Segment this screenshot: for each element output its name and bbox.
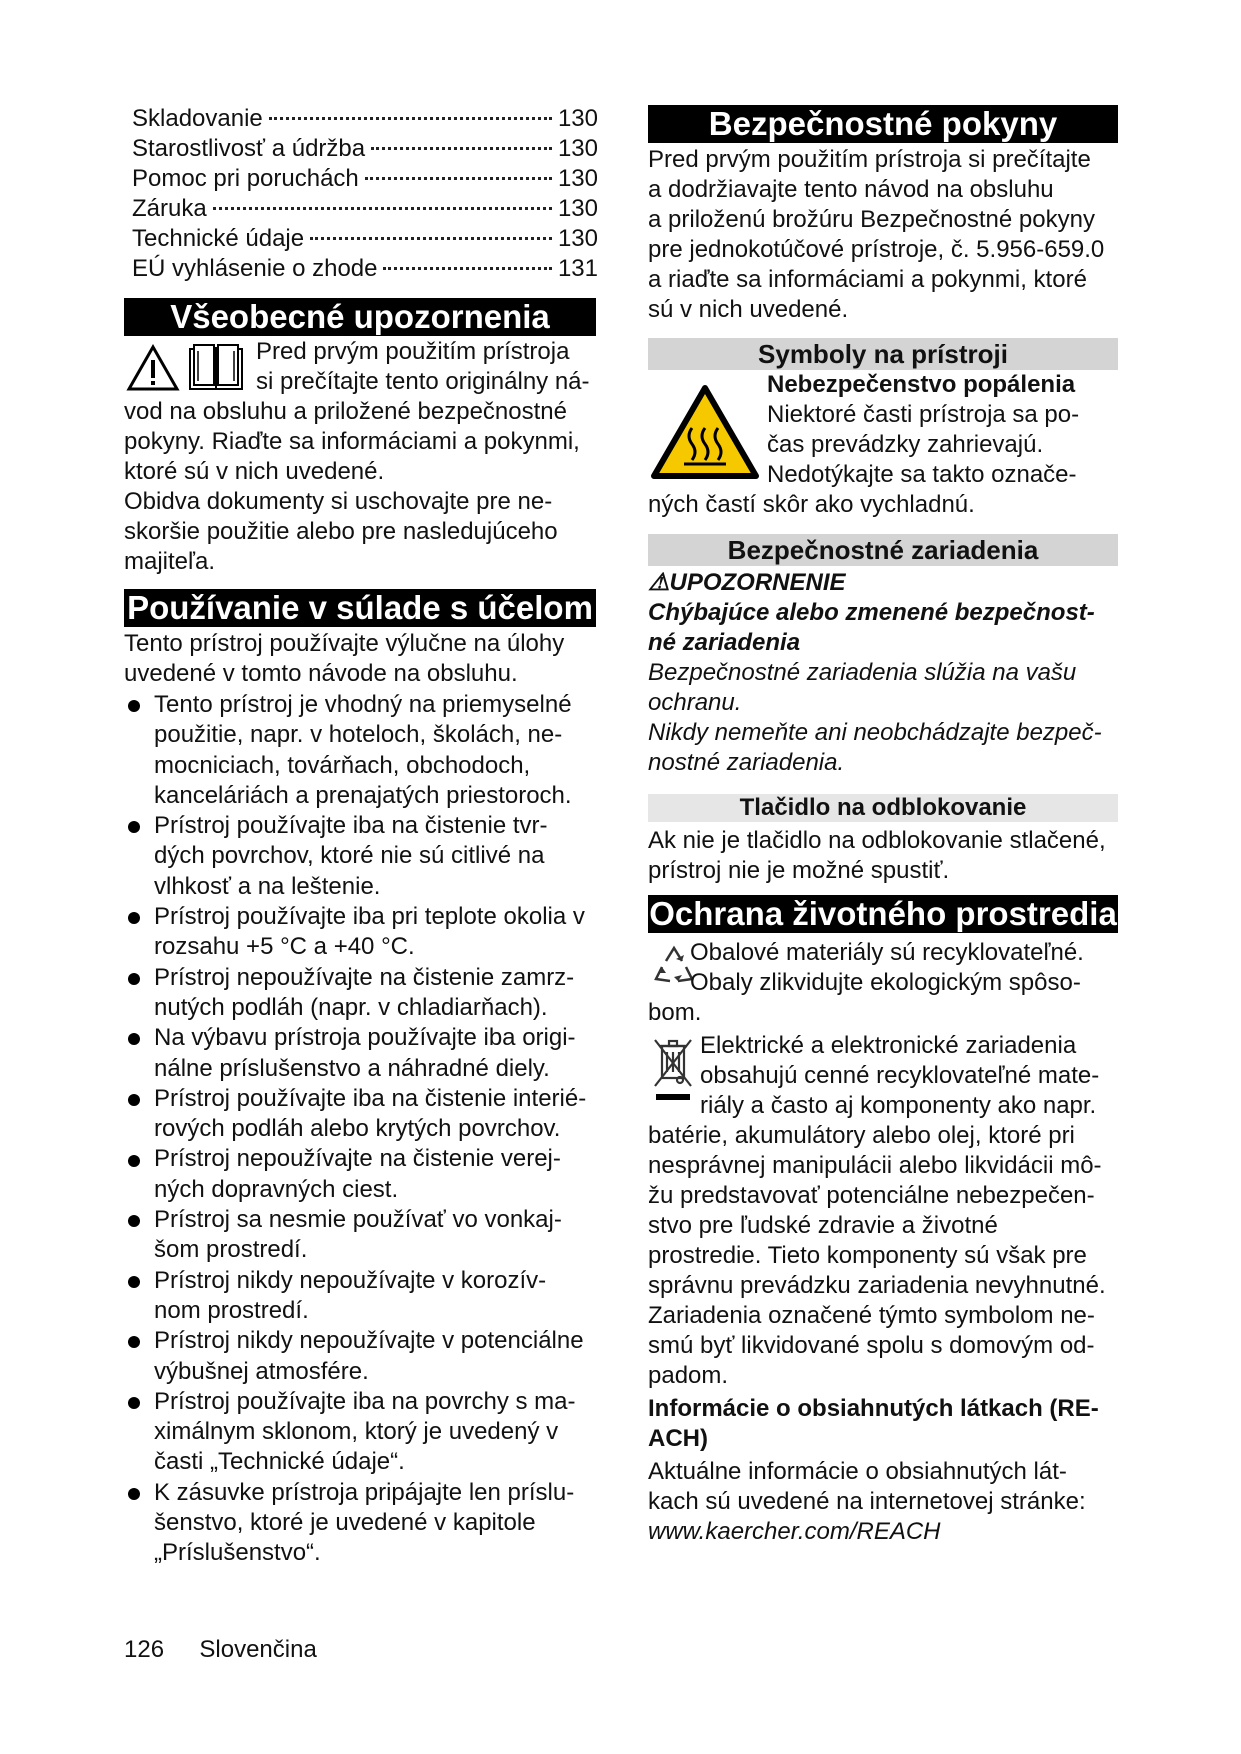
usage-intro: uvedené v tomto návode na obsluhu. bbox=[124, 660, 518, 687]
symbols-text: čas prevádzky zahrievajú. bbox=[767, 431, 1044, 458]
safety-text: sú v nich uvedené. bbox=[648, 296, 849, 323]
unlock-text: Ak nie je tlačidlo na odblokovanie stlačené, bbox=[648, 827, 1106, 854]
usage-bullet-text: použitie, napr. v hoteloch, školách, ne- bbox=[154, 721, 563, 748]
usage-bullet-text: Prístroj nepoužívajte na čistenie verej- bbox=[154, 1145, 561, 1172]
general-text: pokyny. Riaďte sa informáciami a pokynmi, bbox=[124, 428, 580, 455]
general-text: Obidva dokumenty si uschovajte pre ne- bbox=[124, 488, 553, 515]
usage-bullet-text: nutých podláh (napr. v chladiarňach). bbox=[154, 994, 548, 1021]
usage-bullet-text: ximálnym sklonom, ktorý je uvedený v bbox=[154, 1418, 559, 1445]
usage-bullet-text: výbušnej atmosfére. bbox=[154, 1358, 369, 1385]
devices-text: Bezpečnostné zariadenia slúžia na vašu bbox=[648, 659, 1077, 686]
weee-text: žu predstavovať potenciálne nebezpečen- bbox=[648, 1182, 1095, 1209]
safety-text: pre jednokotúčové prístroje, č. 5.956-659.0 bbox=[648, 236, 1105, 263]
usage-bullet-text: Na výbavu prístroja používajte iba origi- bbox=[154, 1024, 576, 1051]
recycle-text: bom. bbox=[648, 999, 702, 1026]
bullet-dot bbox=[128, 1155, 140, 1167]
section-title-unlock: Tlačidlo na odblokovanie bbox=[648, 794, 1118, 822]
weee-text: riály a často aj komponenty ako napr. bbox=[700, 1092, 1097, 1119]
bullet-dot bbox=[128, 1336, 140, 1348]
devices-text: ochranu. bbox=[648, 689, 742, 716]
bullet-dot bbox=[128, 1276, 140, 1288]
manual-book-icon bbox=[188, 343, 244, 393]
bullet-dot bbox=[128, 912, 140, 924]
usage-bullet-text: kanceláriách a prenajatých priestoroch. bbox=[154, 782, 572, 809]
symbols-text: ných častí skôr ako vychladnú. bbox=[648, 491, 975, 518]
usage-bullet-text: Prístroj používajte iba na čistenie interié- bbox=[154, 1085, 587, 1112]
symbols-text: Niektoré časti prístroja sa po- bbox=[767, 401, 1080, 428]
weee-text: smú byť likvidované spolu s domovým od- bbox=[648, 1332, 1095, 1359]
safety-text: a dodržiavajte tento návod na obsluhu bbox=[648, 176, 1054, 203]
devices-text: nostné zariadenia. bbox=[648, 749, 845, 776]
page-footer bbox=[124, 1636, 317, 1664]
reach-heading: ACH) bbox=[648, 1425, 708, 1452]
usage-bullet-text: Prístroj používajte iba na čistenie tvr- bbox=[154, 812, 548, 839]
weee-text: prostredie. Tieto komponenty sú však pre bbox=[648, 1242, 1087, 1269]
unlock-text: prístroj nie je možné spustiť. bbox=[648, 857, 950, 884]
devices-warning: ⚠UPOZORNENIE bbox=[648, 569, 846, 596]
usage-bullet-text: „Príslušenstvo“. bbox=[154, 1539, 321, 1566]
general-text: vod na obsluhu a priložené bezpečnostné bbox=[124, 398, 567, 425]
section-title-usage: Používanie v súlade s účelom bbox=[124, 589, 596, 627]
usage-bullet-text: vlhkosť a na leštenie. bbox=[154, 873, 381, 900]
bullet-dot bbox=[128, 821, 140, 833]
weee-text: Elektrické a elektronické zariadenia bbox=[700, 1032, 1077, 1059]
bullet-dot bbox=[128, 1094, 140, 1106]
toc-row[interactable]: Záruka 130 bbox=[132, 195, 598, 222]
safety-text: Pred prvým použitím prístroja si prečítajte bbox=[648, 146, 1091, 173]
safety-text: a riaďte sa informáciami a pokynmi, ktoré bbox=[648, 266, 1087, 293]
warning-small-icon: ⚠ bbox=[648, 569, 670, 596]
section-title-environment: Ochrana životného prostredia bbox=[649, 895, 1117, 932]
toc-row[interactable]: Starostlivosť a údržba 130 bbox=[132, 135, 598, 162]
usage-bullet-text: nálne príslušenstvo a náhradné diely. bbox=[154, 1055, 550, 1082]
usage-bullet-text: Prístroj sa nesmie používať vo vonkaj- bbox=[154, 1206, 562, 1233]
general-text: Pred prvým použitím prístroja bbox=[256, 338, 570, 365]
usage-bullet-text: Prístroj používajte iba na povrchy s ma- bbox=[154, 1388, 576, 1415]
bullet-dot bbox=[128, 1397, 140, 1409]
weee-text: Zariadenia označené týmto symbolom ne- bbox=[648, 1302, 1095, 1329]
weee-text: batérie, akumulátory alebo olej, ktoré pri bbox=[648, 1122, 1075, 1149]
usage-bullet-text: šenstvo, ktoré je uvedené v kapitole bbox=[154, 1509, 536, 1536]
section-title-general: Všeobecné upozornenia bbox=[124, 298, 596, 336]
warning-icon bbox=[126, 344, 180, 392]
toc-row[interactable]: Skladovanie 130 bbox=[132, 105, 598, 132]
recycle-text: Obalové materiály sú recyklovateľné. bbox=[690, 939, 1084, 966]
crossed-bin-icon bbox=[652, 1036, 694, 1104]
devices-text: Nikdy nemeňte ani neobchádzajte bezpeč- bbox=[648, 719, 1102, 746]
reach-heading: Informácie o obsiahnutých látkach (RE- bbox=[648, 1395, 1099, 1422]
safety-text: a priloženú brožúru Bezpečnostné pokyny bbox=[648, 206, 1095, 233]
toc-row[interactable]: Technické údaje 130 bbox=[132, 225, 598, 252]
bullet-dot bbox=[128, 1215, 140, 1227]
usage-bullet-text: mocniciach, továrňach, obchodoch, bbox=[154, 752, 531, 779]
usage-bullet-text: Prístroj nikdy nepoužívajte v korozív- bbox=[154, 1267, 547, 1294]
general-text: majiteľa. bbox=[124, 548, 216, 575]
weee-text: obsahujú cenné recyklovateľné mate- bbox=[700, 1062, 1100, 1089]
symbols-text: Nedotýkajte sa takto označe- bbox=[767, 461, 1077, 488]
weee-text: nesprávnej manipulácii alebo likvidácii mô- bbox=[648, 1152, 1102, 1179]
devices-bold-text: né zariadenia bbox=[648, 629, 801, 656]
weee-text: správnu prevádzku zariadenia nevyhnutné. bbox=[648, 1272, 1106, 1299]
footer-language: Slovenčina bbox=[199, 1636, 317, 1663]
general-text: ktoré sú v nich uvedené. bbox=[124, 458, 385, 485]
reach-text: Aktuálne informácie o obsiahnutých lát- bbox=[648, 1458, 1067, 1485]
usage-bullet-text: nom prostredí. bbox=[154, 1297, 309, 1324]
general-text: si prečítajte tento originálny ná- bbox=[256, 368, 590, 395]
section-title-symbols: Symboly na prístroji bbox=[648, 338, 1118, 370]
weee-text: padom. bbox=[648, 1362, 729, 1389]
usage-intro: Tento prístroj používajte výlučne na úlohy bbox=[124, 630, 565, 657]
section-title-devices: Bezpečnostné zariadenia bbox=[648, 534, 1118, 566]
usage-bullet-text: časti „Technické údaje“. bbox=[154, 1448, 405, 1475]
usage-bullet-text: dých povrchov, ktoré nie sú citlivé na bbox=[154, 842, 545, 869]
usage-bullet-text: ných dopravných ciest. bbox=[154, 1176, 399, 1203]
usage-bullet-text: Tento prístroj je vhodný na priemyselné bbox=[154, 691, 572, 718]
usage-bullet-text: rozsahu +5 °C a +40 °C. bbox=[154, 933, 415, 960]
hot-surface-warning-icon bbox=[650, 384, 760, 480]
bullet-dot bbox=[128, 1033, 140, 1045]
reach-text: kach sú uvedené na internetovej stránke: bbox=[648, 1488, 1086, 1515]
usage-bullet-text: Prístroj nepoužívajte na čistenie zamrz- bbox=[154, 964, 575, 991]
bullet-dot bbox=[128, 973, 140, 985]
usage-bullet-text: K zásuvke prístroja pripájajte len príslu- bbox=[154, 1479, 575, 1506]
bullet-dot bbox=[128, 700, 140, 712]
burn-hazard-heading: Nebezpečenstvo popálenia bbox=[767, 371, 1076, 398]
reach-url-link[interactable]: www.kaercher.com/REACH bbox=[648, 1518, 941, 1545]
usage-bullet-text: šom prostredí. bbox=[154, 1236, 308, 1263]
bullet-dot bbox=[128, 1488, 140, 1500]
section-title-safety: Bezpečnostné pokyny bbox=[648, 105, 1118, 143]
toc-row[interactable]: EÚ vyhlásenie o zhode 131 bbox=[132, 255, 598, 282]
usage-bullet-text: Prístroj nikdy nepoužívajte v potenciálne bbox=[154, 1327, 584, 1354]
usage-bullet-text: Prístroj používajte iba pri teplote okolia v bbox=[154, 903, 585, 930]
page-number: 126 bbox=[124, 1636, 165, 1663]
devices-bold-text: Chýbajúce alebo zmenené bezpečnost- bbox=[648, 599, 1095, 626]
recycle-text: Obaly zlikvidujte ekologickým spôso- bbox=[690, 969, 1081, 996]
general-text: skoršie použitie alebo pre nasledujúceho bbox=[124, 518, 558, 545]
weee-text: stvo pre ľudské zdravie a životné bbox=[648, 1212, 998, 1239]
toc-row[interactable]: Pomoc pri poruchách 130 bbox=[132, 165, 598, 192]
usage-bullet-text: rových podláh alebo krytých povrchov. bbox=[154, 1115, 561, 1142]
